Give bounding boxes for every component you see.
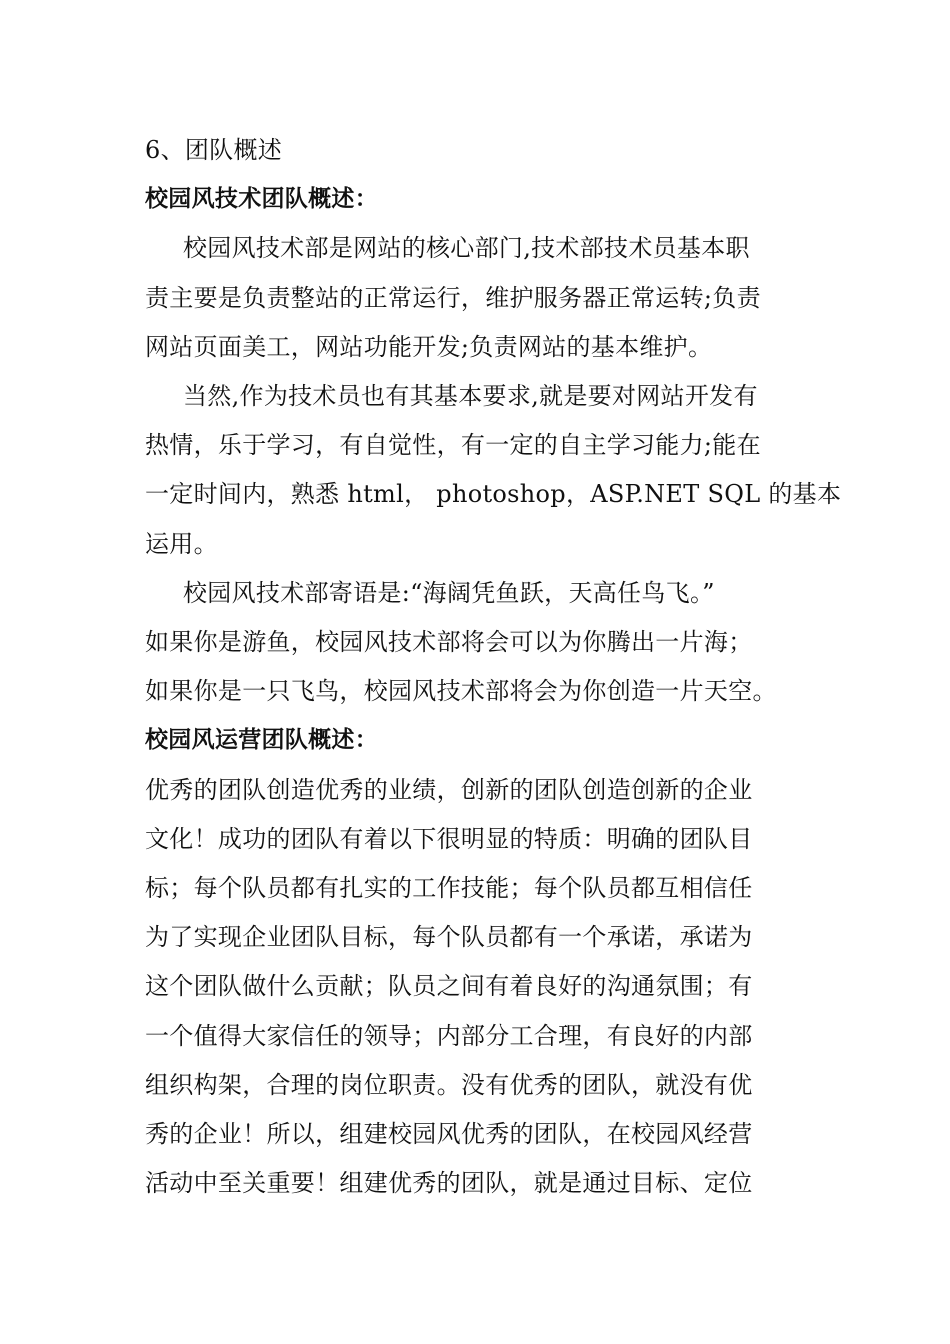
paragraph-line: 标；每个队员都有扎实的工作技能；每个队员都互相信任 [145,874,753,903]
paragraph-line: 文化！成功的团队有着以下很明显的特质：明确的团队目 [145,824,753,853]
paragraph-line: 当然,作为技术员也有其基本要求,就是要对网站开发有 [183,382,758,411]
paragraph-line: 这个团队做什么贡献；队员之间有着良好的沟通氛围；有 [145,972,753,1001]
paragraph-line: 组织构架，合理的岗位职责。没有优秀的团队，就没有优 [145,1070,753,1099]
paragraph-line: 优秀的团队创造优秀的业绩，创新的团队创造创新的企业 [145,775,753,804]
paragraph-line: 一定时间内，熟悉 html， photoshop，ASP.NET SQL 的基本 [145,480,842,509]
tech-team-heading: 校园风技术团队概述： [145,186,378,213]
paragraph-line: 热情，乐于学习，有自觉性，有一定的自主学习能力;能在 [145,431,761,460]
paragraph-line: 如果你是游鱼，校园风技术部将会可以为你腾出一片海； [145,628,753,657]
paragraph-line: 校园风技术部是网站的核心部门,技术部技术员基本职 [183,234,750,263]
paragraph-line: 网站页面美工，网站功能开发;负责网站的基本维护。 [145,332,713,361]
document-body [145,126,842,1208]
paragraph-line: 秀的企业！所以，组建校园风优秀的团队，在校园风经营 [145,1120,753,1149]
section-title: 6、团队概述 [145,136,283,164]
paragraph-line: 一个值得大家信任的领导；内部分工合理，有良好的内部 [145,1021,753,1050]
tech-team-paragraph-1 [145,224,810,372]
tech-team-paragraph-2 [145,372,842,569]
paragraph-line: 责主要是负责整站的正常运行，维护服务器正常运转;负责 [145,283,761,312]
tech-team-paragraph-3 [145,569,810,717]
paragraph-line: 如果你是一只飞鸟，校园风技术部将会为你创造一片天空。 [145,677,777,706]
ops-team-paragraph-1 [145,766,810,1209]
paragraph-line: 运用。 [145,529,218,558]
ops-team-heading: 校园风运营团队概述： [145,727,378,754]
paragraph-line: 为了实现企业团队目标，每个队员都有一个承诺，承诺为 [145,923,753,952]
paragraph-line: 校园风技术部寄语是:“海阔凭鱼跃，天高任鸟飞。” [183,578,715,607]
paragraph-line: 活动中至关重要！组建优秀的团队，就是通过目标、定位 [145,1169,753,1198]
